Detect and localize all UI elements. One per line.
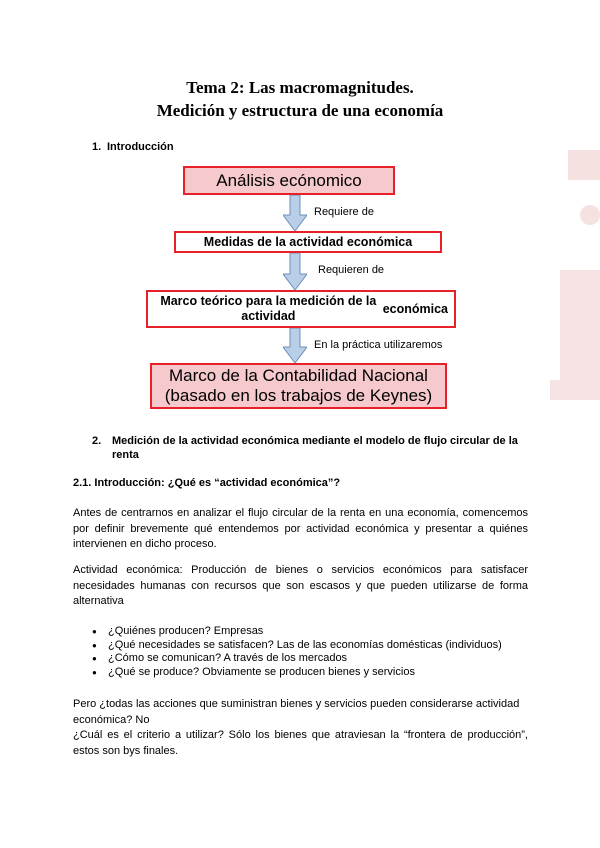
box4-line-2: (basado en los trabajos de Keynes) (164, 386, 433, 405)
p3-line-2: económica? No (73, 713, 150, 726)
arrow-label-3: En la práctica utilizaremos (314, 339, 443, 351)
list-item: ● ¿Qué necesidades se satisfacen? Las de las economías domésticas (individuos) (92, 639, 532, 653)
section-1-heading (92, 141, 174, 153)
paragraph-intro: Antes de centrarnos en analizar el flujo circular de la renta en una economía, comencemos por definir brevemente qué entendemos por actividad económica y presentar a quiénes intervienen en dicho proceso. (73, 507, 528, 550)
section-1-title: Introducción (107, 141, 174, 153)
paragraph-definition: Actividad económica: Producción de bienes o servicios económicos para satisfacer necesidades humanas con recursos que son escasos y que pueden utilizarse de forma alternativa (73, 564, 528, 607)
diagram-box-analisis: Análisis ecónomico (183, 166, 395, 195)
section-2-heading (92, 434, 542, 462)
diagram-box-contabilidad-nacional (150, 363, 447, 409)
arrow-label-2: Requieren de (318, 264, 385, 276)
arrow-label-1: Requiere de (314, 206, 374, 218)
title-line-2: Medición y estructura de una economía (156, 101, 444, 120)
section-2-title-line-1: Medición de la actividad económica mediante el modelo de flujo circular de la (112, 435, 518, 447)
title-line-1: Tema 2: Las macromagnitudes. (186, 78, 414, 97)
section-2-title-line-2: renta (112, 449, 139, 461)
section-2-1-heading: 2.1. Introducción: ¿Qué es “actividad económica”? (73, 477, 341, 489)
list-item: ● ¿Qué se produce? Obviamente se producen bienes y servicios (92, 666, 532, 680)
arrow-down-icon (283, 328, 307, 363)
arrow-down-icon (283, 253, 307, 290)
box3-line-1: Marco teórico para la medición de la actividad (160, 294, 377, 323)
paragraph-criterio: ¿Cuál es el criterio a utilizar? Sólo los bienes que atraviesan la “frontera de producción”, estos son bys finales. (73, 729, 528, 757)
diagram-box-marco-teorico (146, 290, 456, 328)
section-1-number: 1. (92, 141, 102, 153)
box3-line-2: económica (382, 301, 448, 316)
section-2-number: 2. (92, 435, 102, 447)
diagram-box-medidas: Medidas de la actividad económica (174, 231, 442, 253)
page-title (0, 76, 600, 122)
box4-line-1: Marco de la Contabilidad Nacional (169, 366, 428, 385)
question-list (92, 625, 532, 679)
arrow-down-icon (283, 195, 307, 231)
list-item: ● ¿Cómo se comunican? A través de los mercados (92, 652, 532, 666)
paragraph-question (73, 697, 528, 728)
list-item: ● ¿Quiénes producen? Empresas (92, 625, 532, 639)
p3-line-1: Pero ¿todas las acciones que suministran bienes y servicios pueden considerarse actividad (73, 698, 520, 710)
watermark-logo (540, 130, 600, 430)
